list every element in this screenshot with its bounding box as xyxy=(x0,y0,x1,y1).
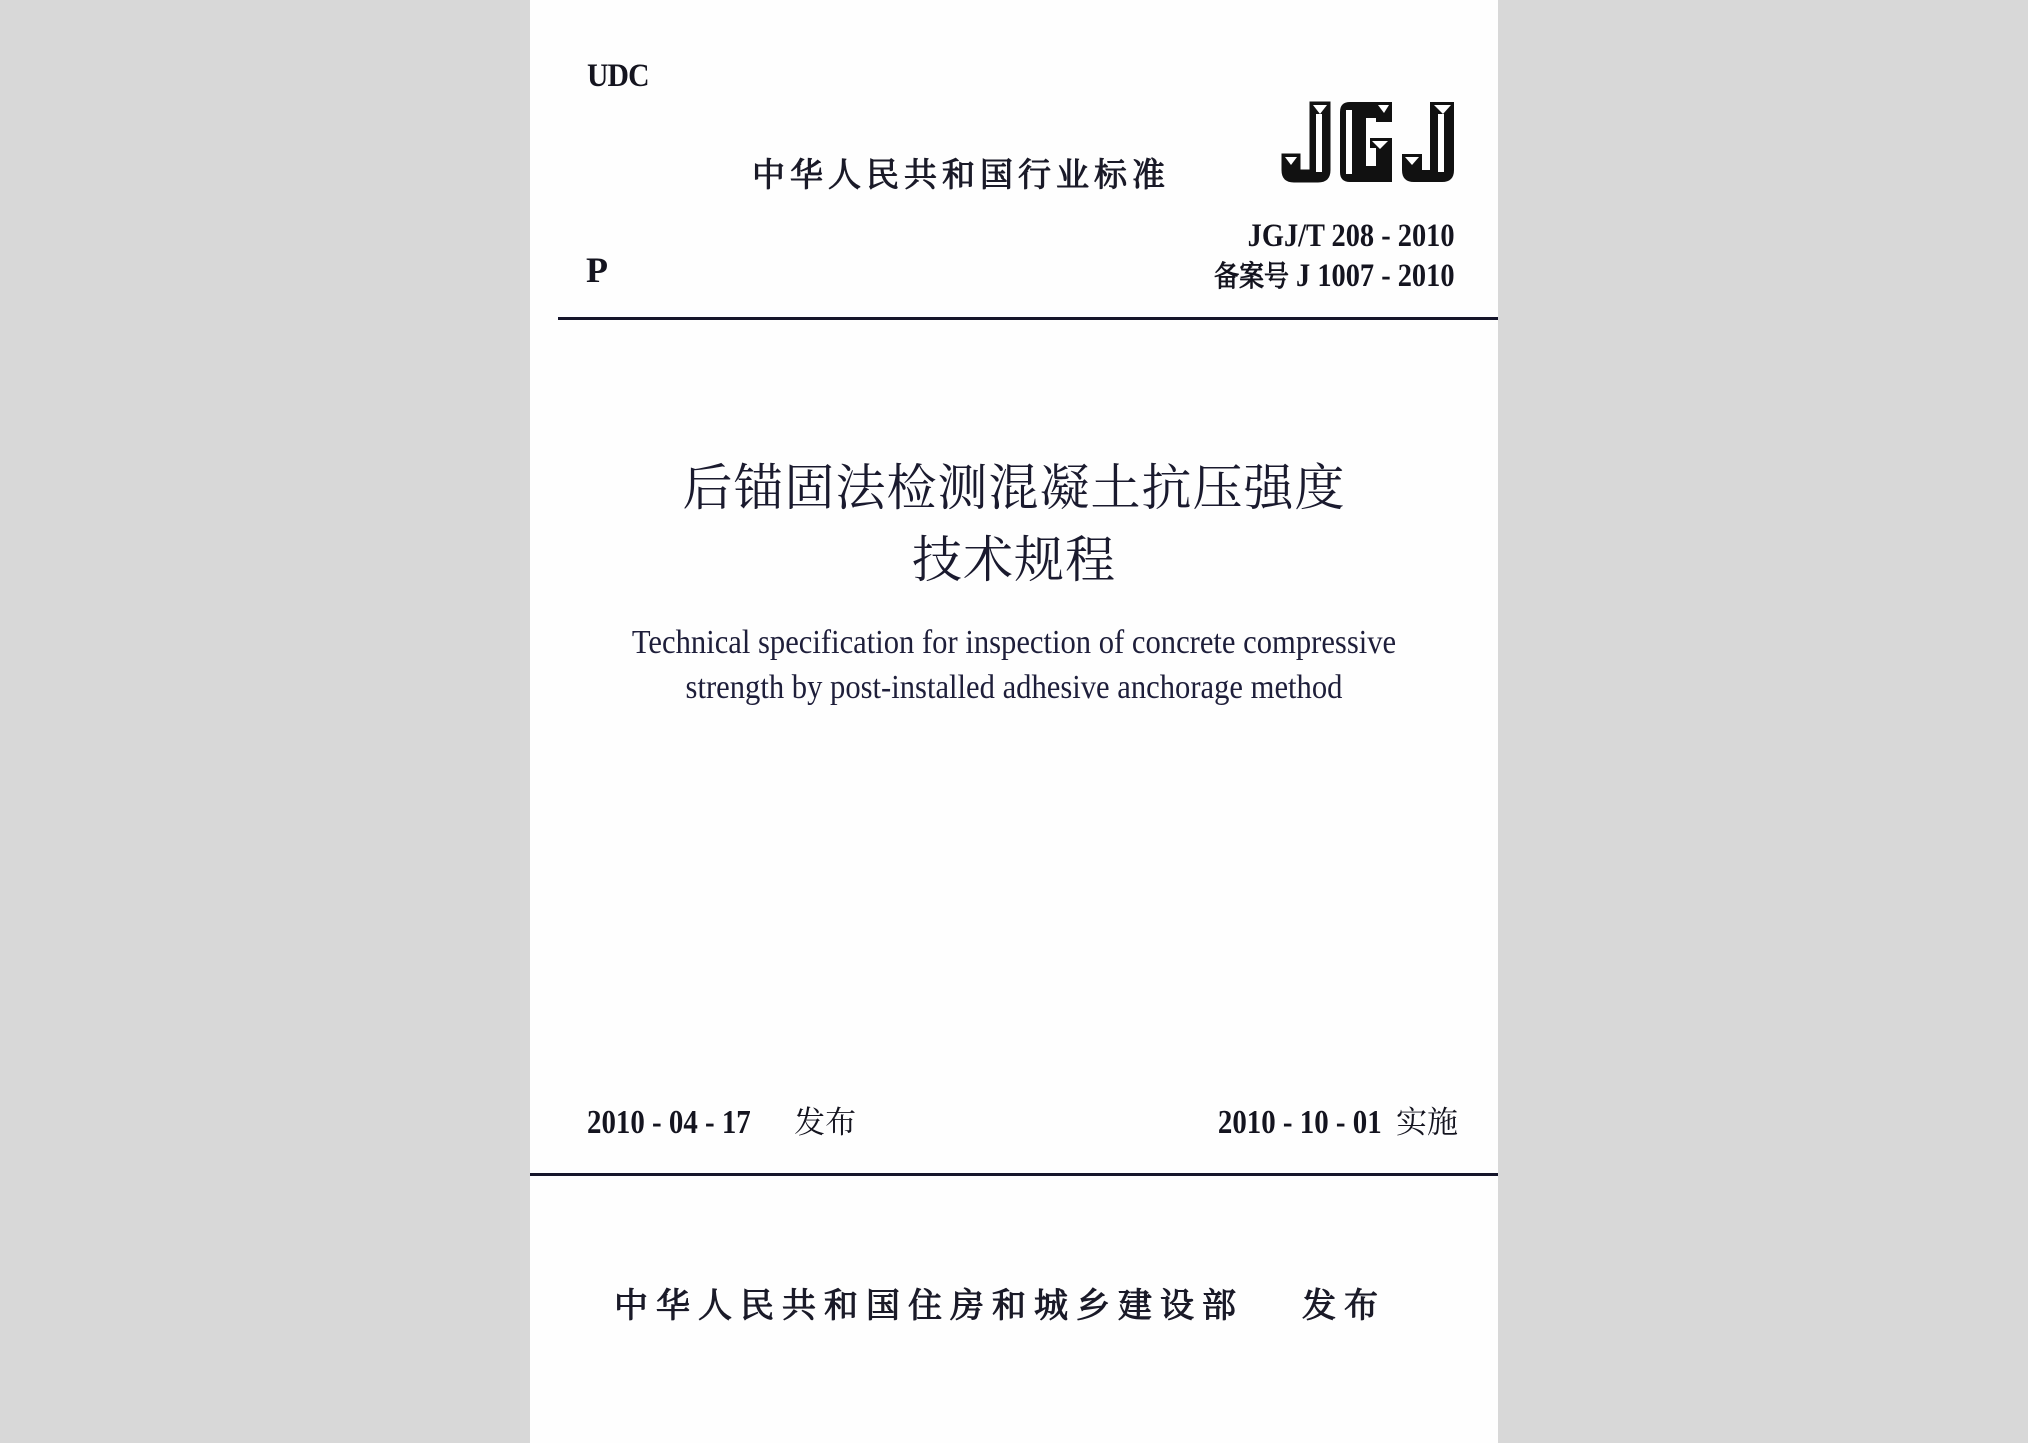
title-english xyxy=(578,620,1449,710)
effective-label: 实施 xyxy=(1396,1105,1458,1141)
standard-type-heading: 中华人民共和国行业标准 xyxy=(752,155,1170,194)
publisher-action: 发布 xyxy=(1302,1286,1386,1326)
publisher-line xyxy=(614,1278,1386,1327)
standard-code: JGJ/T 208 - 2010 xyxy=(1248,218,1455,254)
header-divider xyxy=(558,317,1498,320)
title-english-line-1: Technical specification for inspection of concrete compressive xyxy=(631,624,1397,661)
publisher-name: 中华人民共和国住房和城乡建设部 xyxy=(614,1286,1244,1326)
title-chinese xyxy=(530,452,1498,596)
filing-number-line xyxy=(1215,256,1455,296)
title-chinese-line-1: 后锚固法检测混凝土抗压强度 xyxy=(682,459,1346,517)
jgj-logo-icon xyxy=(1280,100,1458,184)
filing-number: J 1007 - 2010 xyxy=(1296,258,1455,294)
classification-letter: P xyxy=(586,250,608,290)
effective-date: 2010 - 10 - 01 xyxy=(1217,1104,1382,1141)
udc-label: UDC xyxy=(587,58,649,94)
issue-date: 2010 - 04 - 17 xyxy=(587,1104,751,1141)
footer-divider xyxy=(530,1173,1498,1176)
title-chinese-line-2: 技术规程 xyxy=(912,531,1116,589)
standard-codes xyxy=(1215,216,1455,296)
document-cover-page xyxy=(530,0,1498,1443)
title-english-line-2: strength by post-installed adhesive anchorage method xyxy=(685,669,1343,706)
effective-date-block xyxy=(1189,1097,1458,1142)
issue-date-block xyxy=(587,1097,856,1142)
filing-prefix: 备案号 xyxy=(1214,259,1290,293)
issue-label: 发布 xyxy=(794,1105,857,1141)
